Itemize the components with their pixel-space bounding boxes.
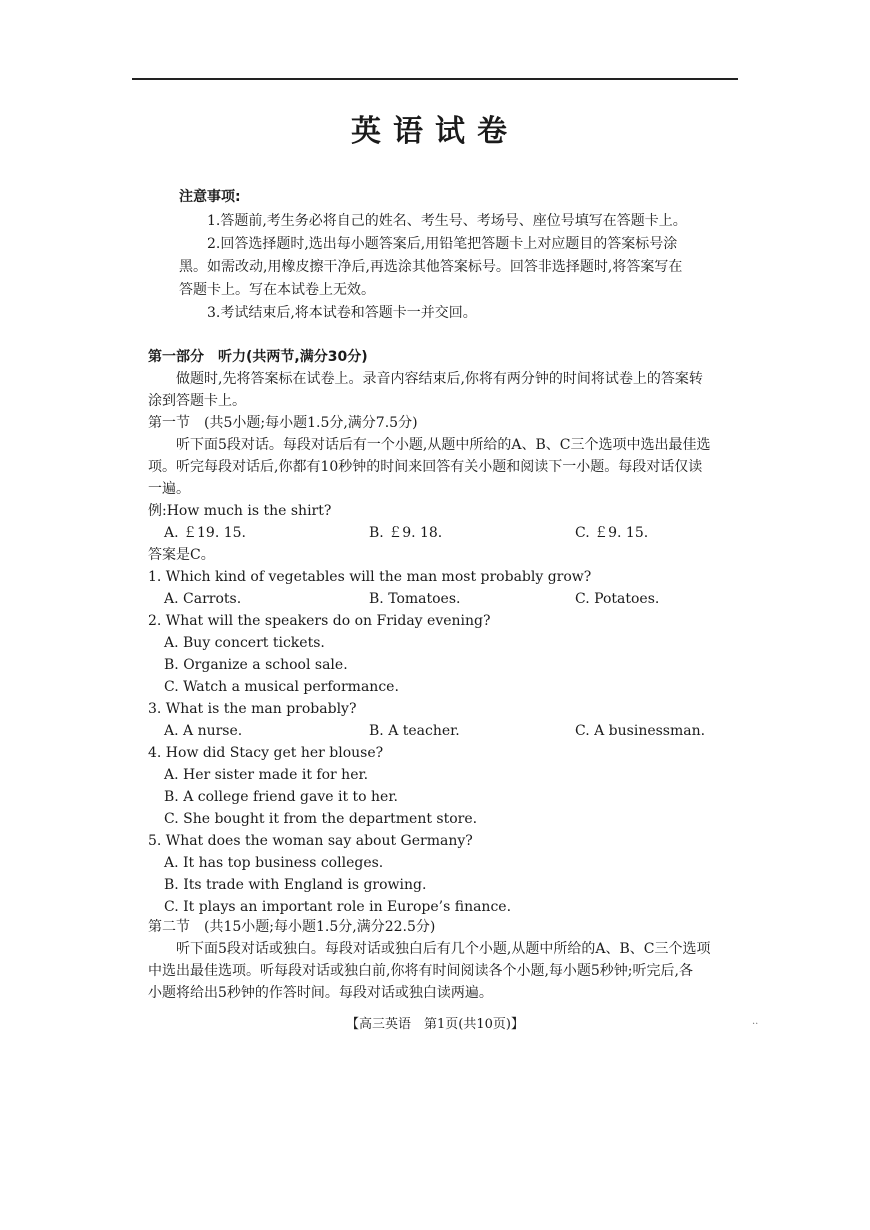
top-rule [132,78,738,80]
question-5: 5. What does the woman say about Germany? [148,833,473,849]
notice-item-2-line3: 答题卡上。写在本试卷上无效。 [179,282,375,298]
question-3-option-b: B. A teacher. [369,723,460,739]
section2-intro-line1: 听下面5段对话或独白。每段对话或独白后有几个小题,从题中所给的A、B、C三个选项 [176,941,711,957]
question-1-option-c: C. Potatoes. [575,591,660,607]
question-2: 2. What will the speakers do on Friday evening? [148,613,491,629]
example-option-c: C. ￡9. 15. [575,525,649,541]
example-question: 例:How much is the shirt? [148,503,332,519]
page-title: 英语试卷 [351,114,519,149]
question-3-option-c: C. A businessman. [575,723,706,739]
page-footer: 【高三英语 第1页(共10页)】 [346,1017,524,1032]
section1-heading: 第一节 (共5小题;每小题1.5分,满分7.5分) [148,415,418,431]
part1-intro-line1: 做题时,先将答案标在试卷上。录音内容结束后,你将有两分钟的时间将试卷上的答案转 [176,371,703,387]
question-1-option-b: B. Tomatoes. [369,591,461,607]
example-answer: 答案是C。 [148,547,215,563]
example-option-b: B. ￡9. 18. [369,525,443,541]
notice-item-2-line1: 2.回答选择题时,选出每小题答案后,用铅笔把答题卡上对应题目的答案标号涂 [207,236,678,252]
question-3: 3. What is the man probably? [148,701,357,717]
notice-item-2-line2: 黑。如需改动,用橡皮擦干净后,再选涂其他答案标号。回答非选择题时,将答案写在 [179,259,683,275]
question-3-option-a: A. A nurse. [164,723,243,739]
question-4-option-a: A. Her sister made it for her. [164,767,369,783]
question-4-option-b: B. A college friend gave it to her. [164,789,398,805]
part1-intro-line2: 涂到答题卡上。 [148,393,246,409]
question-5-option-c: C. It plays an important role in Europe’s finance. [164,899,512,915]
question-4: 4. How did Stacy get her blouse? [148,745,384,761]
question-5-option-a: A. It has top business colleges. [164,855,384,871]
part1-heading: 第一部分 听力(共两节,满分30分) [148,349,368,365]
section1-intro-line1: 听下面5段对话。每段对话后有一个小题,从题中所给的A、B、C三个选项中选出最佳选 [176,437,711,453]
notice-heading: 注意事项: [179,189,241,205]
section2-heading: 第二节 (共15小题;每小题1.5分,满分22.5分) [148,919,436,935]
question-1-option-a: A. Carrots. [164,591,242,607]
question-1: 1. Which kind of vegetables will the man most probably grow? [148,569,592,585]
question-4-option-c: C. She bought it from the department store. [164,811,478,827]
notice-item-3: 3.考试结束后,将本试卷和答题卡一并交回。 [207,305,477,321]
question-2-option-b: B. Organize a school sale. [164,657,348,673]
question-5-option-b: B. Its trade with England is growing. [164,877,427,893]
question-2-option-a: A. Buy concert tickets. [164,635,325,651]
question-2-option-c: C. Watch a musical performance. [164,679,399,695]
notice-item-1: 1.答题前,考生务必将自己的姓名、考生号、考场号、座位号填写在答题卡上。 [207,213,687,229]
section1-intro-line2: 项。听完每段对话后,你都有10秒钟的时间来回答有关小题和阅读下一小题。每段对话仅读 [148,459,703,475]
example-option-a: A. ￡19. 15. [164,525,246,541]
section2-intro-line3: 小题将给出5秒钟的作答时间。每段对话或独白读两遍。 [148,985,493,1001]
section2-intro-line2: 中选出最佳选项。听每段对话或独白前,你将有时间阅读各个小题,每小题5秒钟;听完后,各 [148,963,693,979]
section1-intro-line3: 一遍。 [148,481,190,497]
corner-mark: .. [752,1016,759,1027]
